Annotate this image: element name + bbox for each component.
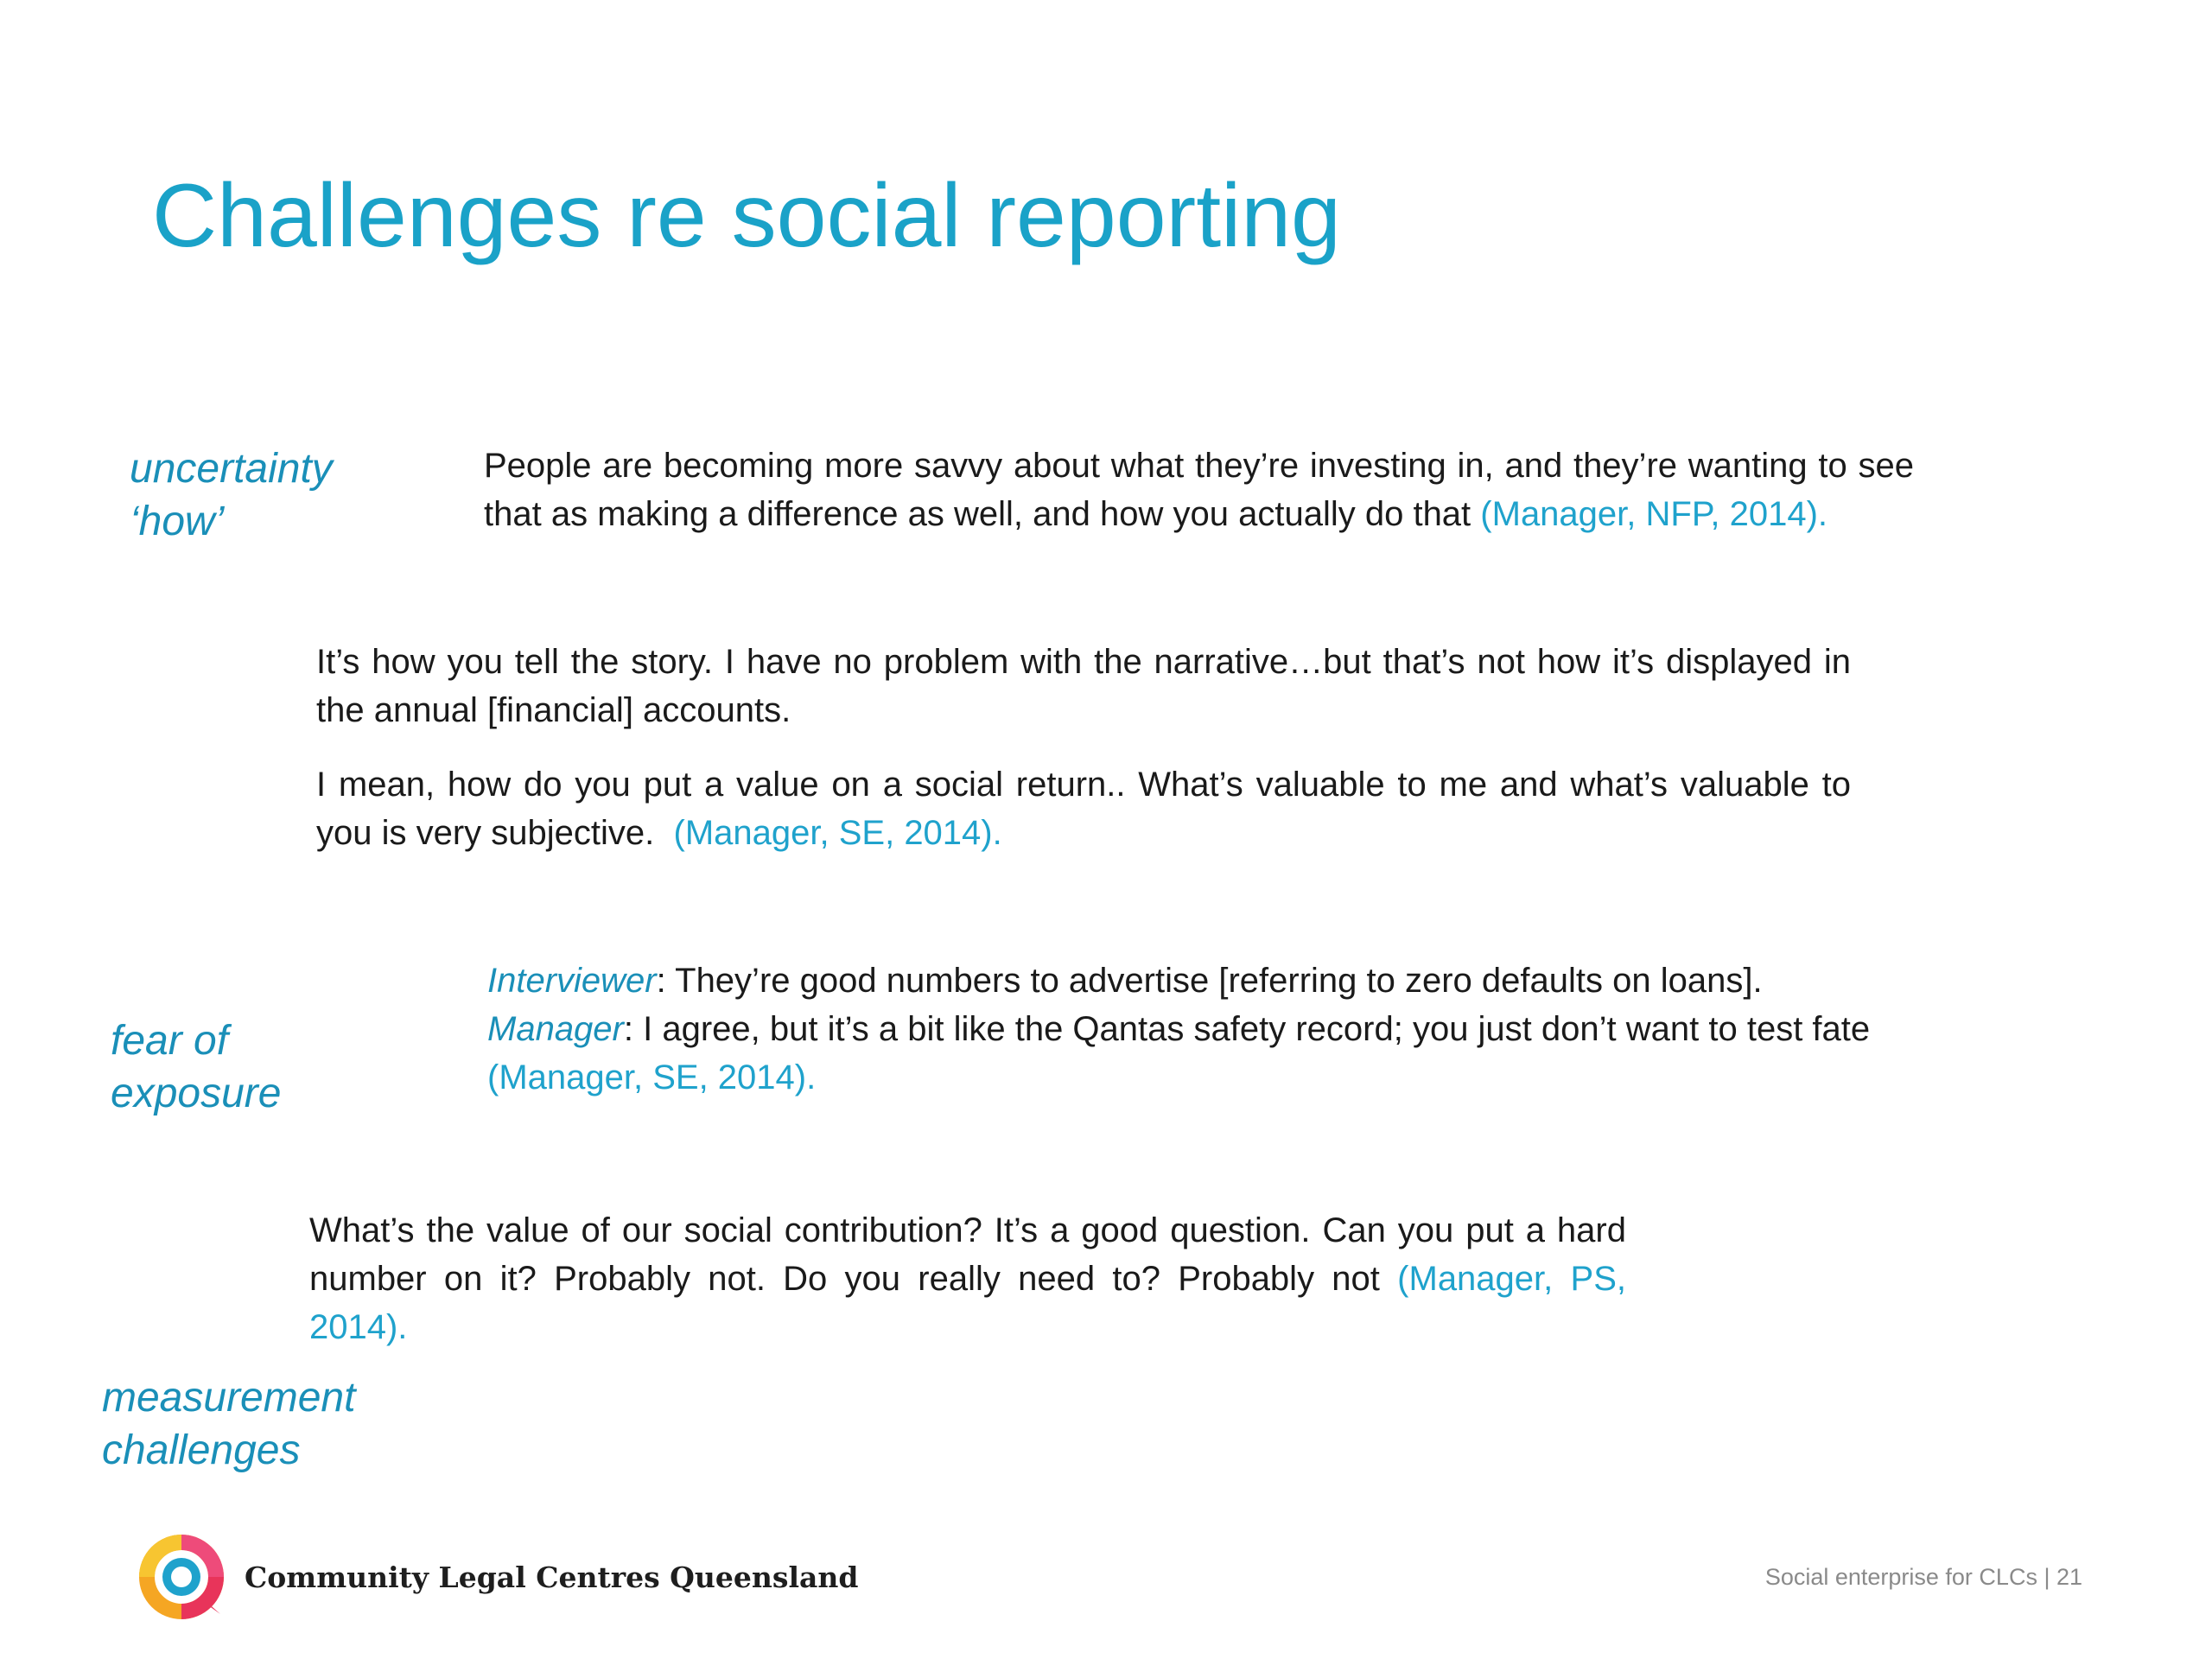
label-line: challenges (102, 1427, 301, 1473)
label-fear-of-exposure (111, 1014, 281, 1120)
quote-interview-exchange (487, 957, 2043, 1102)
clcq-ring-logo-icon (134, 1529, 229, 1624)
quote-citation: (Manager, SE, 2014). (673, 814, 1002, 852)
footer-page-label: Social enterprise for CLCs | 21 (1764, 1564, 2082, 1590)
org-name: Community Legal Centres Queensland (245, 1560, 859, 1594)
label-uncertainty-how (130, 442, 333, 548)
label-line: exposure (111, 1071, 282, 1116)
quote-text: People are becoming more savvy about what they’re investing in, and they’re wanting to see that as making a difference as well, and how you actually do that (484, 447, 1914, 533)
quote-citation: (Manager, NFP, 2014). (1480, 495, 1827, 533)
label-line: measurement (102, 1375, 356, 1421)
label-line: fear of (111, 1018, 229, 1064)
quote-text: It’s how you tell the story. I have no problem with the narrative…but that’s not how it’s displayed in the annual [financial] accounts. (316, 643, 1851, 729)
quote-citation: (Manager, SE, 2014). (487, 1058, 817, 1096)
quote-text: What’s the value of our social contribution? It’s a good question. Can you put a hard number on it? Probably not. Do you really need to? Probably not (309, 1211, 1626, 1298)
label-measurement-challenges (102, 1371, 355, 1477)
interviewer-text: : They’re good numbers to advertise [referring to zero defaults on loans]. (656, 962, 1763, 1000)
quote-savvy-investors (484, 442, 1914, 538)
label-line: ‘how’ (130, 499, 225, 544)
label-line: uncertainty (130, 446, 333, 492)
speaker-interviewer: Interviewer (487, 962, 657, 1000)
quote-value-contribution (309, 1206, 1626, 1351)
footer-logo (134, 1529, 858, 1624)
quote-text: I mean, how do you put a value on a social return.. What’s valuable to me and what’s valuable to you is very subjective. (316, 766, 1851, 852)
quote-value-social-return (316, 760, 1851, 857)
slide-title: Challenges re social reporting (152, 166, 1341, 266)
speaker-manager: Manager (487, 1010, 624, 1048)
interview-line-manager (487, 1005, 2043, 1053)
interview-line-interviewer (487, 957, 2043, 1005)
manager-text: : I agree, but it’s a bit like the Qantas safety record; you just don’t want to test fate (623, 1010, 1871, 1048)
quote-tell-the-story (316, 638, 1851, 734)
quote-citation: (Manager, PS, 2014). (309, 1260, 1626, 1346)
